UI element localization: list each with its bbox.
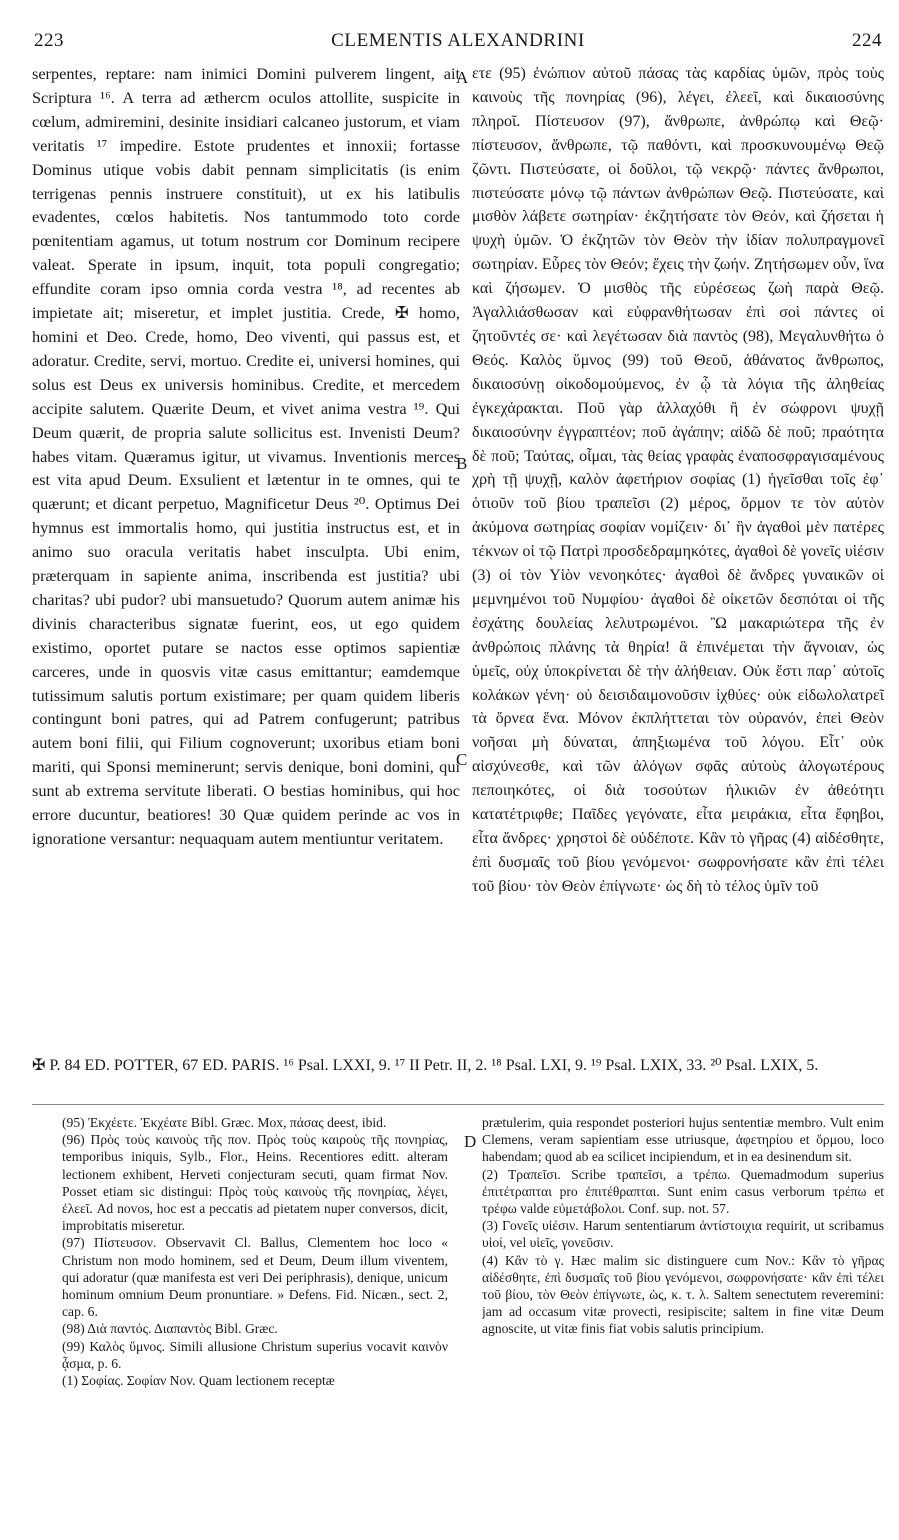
page-number-left: 223 <box>34 30 64 51</box>
margin-letter-b: B <box>456 454 468 473</box>
margin-letter-d: D <box>464 1132 477 1151</box>
footnote: prætulerim, quia respondet posteriori hujus sententiæ membro. Vult enim Clemens, veram sapientiam esse utriusque, ἀφετηρίου et ὅρμου, loco habendam; quod ab ea scilicet incipiendum, et in ea desinendum sit. <box>482 1115 884 1165</box>
notes-right-column <box>482 1114 884 1534</box>
running-title: CLEMENTIS ALEXANDRINI <box>331 30 585 51</box>
footnote: (2) Τραπεῖσι. Scribe τραπεῖσι, a τρέπω. Quemadmodum superius ἐπιτέτραπται pro ἐπιτέθραπται. Sunt enim casus verborum τρέπω et τρέφω valde εὐμετάβολοι. Conf. sup. not. 57. <box>482 1166 884 1217</box>
footnote: (4) Κἂν τὸ γ. Hæc malim sic distinguere cum Nov.: Κἂν τὸ γῆρας αἰδέσθητε, ἐπὶ δυσμαῖς τοῦ βίου γενόμενοι, σωφρονήσατε· κἂν ἐπὶ τέλει τοῦ βίου, τὸν Θεὸν ἐπίγνωτε, ὡς, κ. τ. λ. Saltem senectutem reveremini: jam ad occasum vitæ provecti, resipiscite; saltem in fine vitæ Deum agnoscite, ut vitæ finis fiat vobis salutis principium. <box>482 1252 884 1337</box>
page-number-right: 224 <box>852 30 882 51</box>
footnote: (99) Καλὸς ὕμνος. Simili allusione Christum superius vocavit καινὸν ᾆσμα, p. 6. <box>62 1338 448 1371</box>
notes-left-column <box>62 1114 448 1534</box>
footnote: (3) Γονεῖς υἱέσιν. Harum sententiarum ἀντίστοιχια requirit, ut scribamus υἱοί, vel υἱεῖς, γονεῦσιν. <box>482 1218 884 1251</box>
margin-letter-a: A <box>456 68 469 87</box>
footnote: (97) Πίστευσον. Observavit Cl. Ballus, Clementem hoc loco « Christum non modo hominem, sed et Deum, Deum illum viventem, qui adoratur (quæ manifesta est veri Dei periphrasis), denique, unicum hominum omnium Deum pronuntiare. » Defens. Fid. Nicæn., sect. 2, cap. 6. <box>62 1235 448 1320</box>
scripture-references: ✠ P. 84 ED. POTTER, 67 ED. PARIS. ¹⁶ Psal. LXXI, 9. ¹⁷ II Petr. II, 2. ¹⁸ Psal. LXI, 9. ¹⁹ Psal. LXIX, 33. ²⁰ Psal. LXIX, 5. <box>32 1057 819 1074</box>
greek-paragraph: ετε (95) ἐνώπιον αὐτοῦ πάσας τὰς καρδίας ὑμῶν, πρὸς τοὺς καινοὺς τῆς πονηρίας (96), λέγει, ἐλεεῖ, καὶ δικαιοσύνης πληροῖ. Πίστευσον (97), ἄνθρωπε, ἀνθρώπῳ καὶ Θεῷ· πίστευσον, ἄνθρωπε, τῷ παθόντι, καὶ προσκυνουμένῳ Θεῷ ζῶντι. Πιστεύσατε, οἱ δοῦλοι, τῷ νεκρῷ· πάντες ἄνθρωποι, πιστεύσατε μόνῳ τῷ πάντων ἀνθρώπων Θεῷ. Πιστεύσατε, καὶ μισθὸν λάβετε σωτηρίαν· ἐκζητήσατε τὸν Θεόν, καὶ ζήσεται ἡ ψυχὴ ὑμῶν. Ὁ ἐκζητῶν τὸν Θεὸν τὴν ἰδίαν πολυπραγμονεῖ σωτηρίαν. Εὗρες τὸν Θεόν; ἔχεις τὴν ζωήν. Ζητήσωμεν οὖν, ἵνα καὶ ζήσωμεν. Ὁ μισθὸς τῆς εὑρέσεως ζωὴ παρὰ Θεῷ. Ἀγαλλιάσθωσαν καὶ εὐφρανθήτωσαν ἐπὶ σοὶ πάντες οἱ ζητοῦντές σε· καὶ λεγέτωσαν διὰ παντὸς (98), Μεγαλυνθήτω ὁ Θεός. Καλὸς ὕμνος (99) τοῦ Θεοῦ, ἀθάνατος ἄνθρωπος, δικαιοσύνῃ οἰκοδομούμενος, ἐν ᾧ τὰ λόγια τῆς ἀληθείας ἐγκεχάρακται. Ποῦ γὰρ ἀλλαχόθι ἢ ἐν σώφρονι ψυχῇ δικαιοσύνην ἐγγραπτέον; ποῦ ἀγάπην; αἰδῶ δὲ ποῦ; πραότητα δὲ ποῦ; Ταύτας, οἶμαι, τὰς θείας γραφὰς ἐναποσφραγισαμένους χρὴ τῇ ψυχῇ, καλὸν ἀφετήριον σοφίας (1) ἡγεῖσθαι τοῖς ἐφ᾽ ὁτιοῦν τοῦ βίου τραπεῖσι (2) μέρος, ὅρμον τε τὸν αὐτὸν ἀκύμονα σωτηρίας σοφίαν νομίζειν· δι᾽ ἣν ἀγαθοὶ μὲν πατέρες τέκνων οἱ τῷ Πατρὶ προσδεδραμηκότες, ἀγαθοὶ δὲ γονεῖς υἱέσιν (3) οἱ τὸν Υἱὸν νενοηκότες· ἀγαθοὶ δὲ ἄνδρες γυναικῶν οἱ μεμνημένοι τοῦ Νυμφίου· ἀγαθοὶ δὲ οἰκετῶν δεσπόται οἱ τῆς ἐσχάτης δουλείας λελυτρωμένοι. Ὢ μακαριώτερα τῆς ἐν ἀνθρώποις πλάνης τὰ θηρία! ἃ ἐπινέμεται τὴν ἄγνοιαν, ὡς ὑμεῖς, οὐχ ὑποκρίνεται δὲ τὴν ἀλήθειαν. Οὐκ ἔστι παρ᾽ αὐτοῖς κολάκων γένη· οὐ δεισιδαιμονοῦσιν ἰχθύες· οὐκ εἰδωλολατρεῖ τὰ ὄρνεα ἕνα. Μόνον ἐκπλήττεται τὸν οὐρανόν, ἐπεὶ Θεὸν νοῆσαι μὴ δύναται, ἀπηξιωμένα τοῦ λόγου. Εἶτ᾽ οὐκ αἰσχύνεσθε, καὶ τῶν ἀλόγων σφᾶς αὐτοὺς ἀλογωτέρους πεποιηκότες, οἱ διὰ τοσούτων ἡλικιῶν ἐν ἀθεότητι κατατέτριφθε; Παῖδες γεγόνατε, εἶτα μειράκια, εἶτα ἔφηβοι, εἶτα ἄνδρες· χρηστοὶ δὲ οὐδέποτε. Κἂν τὸ γῆρας (4) αἰδέσθητε, ἐπὶ δυσμαῖς τοῦ βίου γενόμενοι· σωφρονήσατε κἂν ἐπὶ τέλει τοῦ βίου· τὸν Θεὸν ἐπίγνωτε· ὡς δὴ τὸ τέλος ὑμῖν τοῦ <box>472 65 884 895</box>
footnote: (96) Πρὸς τοὺς καινοὺς τῆς πον. Πρὸς τοὺς καιροὺς τῆς πονηρίας, temporibus iniquis, Sylb., Flor., Heins. Recentiores editt. alteram lectionem exhibent, Herveti conjecturam secuti, quam firmat Nov. Posset etiam sic distingui: Πρὸς τοὺς καινοὺς τῆς πονηρίας, λέγει, ἐλεεῖ. Ad novos, hoc est a peccatis ad pietatem nuper conversos, dicit, improbitatis miseretur. <box>62 1132 448 1234</box>
latin-paragraph: serpentes, reptare: nam inimici Domini pulverem lingent, ait Scriptura ¹⁶. A terra ad æthercm oculos attollite, suspicite in cœlum, admiremini, desinite insidiari calcaneo justorum, et viam veritatis ¹⁷ impedire. Estote prudentes et innoxii; fortasse Dominus utique vobis dabit pennam simplicitatis (is enim terrigenas pennis instruere constituit), ut ex his latibulis evadentes, cœlos habitetis. Nos tantummodo toto corde pœnitentiam agamus, ut totum nostrum cor Dominum recipere valeat. Sperate in ipsum, inquit, tota populi congregatio; effundite coram ipso omnia corda vestra ¹⁸, ad recentes ab impietate ait; miseretur, et implet justitia. Crede, ✠ homo, homini et Deo. Crede, homo, Deo viventi, qui passus est, et adoratur. Credite, servi, mortuo. Credite ei, universi homines, qui solus est Deus ex universis hominibus. Credite, et mercedem accipite salutem. Quærite Deum, et vivet anima vestra ¹⁹. Qui Deum quærit, de propria salute sollicitus est. Invenisti Deum? habes vitam. Quæramus igitur, ut vivamus. Inventionis merces est vita apud Deum. Exsulient et lætentur in te omnes, qui te quærunt; et dicant perpetuo, Magnificetur Deus ²⁰. Optimus Dei hymnus est immortalis homo, qui justitia instructus est, et in animo suo oracula veritatis habet insculpta. Ubi enim, præterquam in sapiente anima, inscribenda est justitia? ubi charitas? ubi pudor? ubi mansuetudo? Quorum autem animæ his divinis characteribus signatæ fuerint, eos, ut ego quidem existimo, oportet putare se nactos esse optimos sapientiæ carceres, unde in quosvis vitæ casus emittantur; eamdemque tutissimum salutis portum existimare; per quam quidem liberis contingunt boni patres, qui ad Patrem confugerunt; patribus autem boni filii, qui Filium cognoverunt; uxoribus etiam boni mariti, qui Sponsi meminerunt; servis denique, boni domini, qui sunt ab extrema servitute liberati. O bestias hominibus, qui hoc errore ducuntur, beatiores! 30 Quæ quidem perinde ac vos in ignoratione versantur: nequaquam autem mentiuntur veritatem. <box>32 64 460 848</box>
greek-text-column <box>472 62 884 1052</box>
page-header <box>34 30 882 58</box>
footnote: (98) Διὰ παντός. Διαπαντὸς Bibl. Græc. <box>62 1321 278 1337</box>
footnote: (95) Ἐκχέετε. Ἐκχέατε Bibl. Græc. Mox, πάσας deest, ibid. <box>62 1115 387 1130</box>
margin-letter-c: C <box>456 750 468 769</box>
notes-divider <box>32 1104 884 1105</box>
latin-text-column <box>32 62 460 1052</box>
footnote: (1) Σοφίας. Σοφίαν Nov. Quam lectionem receptæ <box>62 1373 335 1389</box>
